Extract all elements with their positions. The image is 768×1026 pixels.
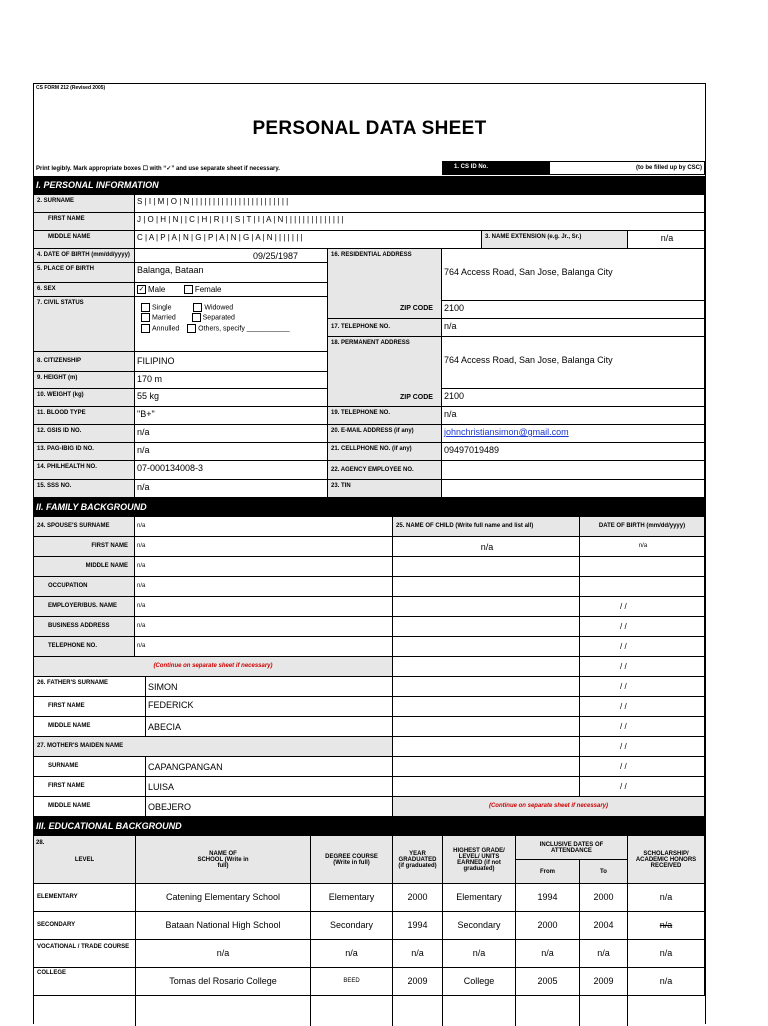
edu-highest-field[interactable]: n/a [443, 940, 516, 968]
married-checkbox[interactable] [141, 313, 150, 322]
edu-degree-field[interactable]: Secondary [311, 912, 393, 940]
child-name-field[interactable] [393, 617, 580, 637]
single-label: Single [152, 304, 172, 312]
cellphone-label: 21. CELLPHONE NO. (if any) [328, 443, 442, 461]
res-zip-label: ZIP CODE [400, 305, 433, 312]
mother-surname-field[interactable]: CAPANGPANGAN [146, 757, 393, 777]
business-address-label: BUSINESS ADDRESS [34, 617, 135, 637]
philhealth-field[interactable]: 07-000134008-3 [135, 461, 328, 480]
edu-degree-field[interactable] [311, 996, 393, 1026]
child-dob-label: DATE OF BIRTH (mm/dd/yyyy) [580, 517, 705, 537]
edu-school-field[interactable] [136, 996, 311, 1026]
edu-level-vocational: VOCATIONAL / TRADE COURSE [34, 940, 136, 968]
child-name-field[interactable] [393, 697, 580, 717]
child-name-field[interactable] [393, 757, 580, 777]
mother-maiden-label: 27. MOTHER'S MAIDEN NAME [34, 737, 393, 757]
edu-to-field[interactable] [580, 996, 628, 1026]
sss-field[interactable]: n/a [135, 480, 328, 498]
edu-degree-field[interactable]: n/a [311, 940, 393, 968]
child-name-field[interactable]: n/a [393, 537, 580, 557]
father-middle-field[interactable]: ABECIA [146, 717, 393, 737]
degree-header: DEGREE COURSE (Write in full) [311, 836, 393, 884]
pagibig-label: 13. PAG-IBIG ID NO. [34, 443, 135, 461]
single-checkbox[interactable] [141, 303, 150, 312]
edu-school-field[interactable]: Tomas del Rosario College [136, 968, 311, 996]
dates-header: INCLUSIVE DATES OF ATTENDANCE [516, 836, 628, 860]
edu-year-field[interactable]: 2009 [393, 968, 443, 996]
tel17-field[interactable]: n/a [442, 319, 705, 337]
sex-field[interactable] [135, 283, 328, 297]
agency-no-field[interactable] [442, 461, 705, 480]
child-dob-field[interactable] [580, 577, 705, 597]
edu-to-field[interactable]: 2009 [580, 968, 628, 996]
edu-to-field[interactable]: 2000 [580, 884, 628, 912]
perm-address-field[interactable]: 764 Access Road, San Jose, Balanga City [442, 337, 705, 389]
child-name-field[interactable] [393, 597, 580, 617]
edu-school-field[interactable]: n/a [136, 940, 311, 968]
mother-first-field[interactable]: LUISA [146, 777, 393, 797]
firstname-label: FIRST NAME [34, 213, 135, 231]
blood-type-field[interactable]: "B+" [135, 407, 328, 425]
annulled-checkbox[interactable] [141, 324, 150, 333]
father-first-label: FIRST NAME [34, 697, 146, 717]
spouse-middle-label: MIDDLE NAME [34, 557, 135, 577]
spouse-surname-field[interactable]: n/a [135, 517, 393, 537]
level-header-text: LEVEL [74, 856, 95, 863]
child-dob-field[interactable]: / / [580, 697, 705, 717]
dob-field[interactable]: 09/25/1987 [135, 249, 328, 263]
child-name-field[interactable] [393, 777, 580, 797]
edu-from-field[interactable]: 1994 [516, 884, 580, 912]
edu-highest-field[interactable]: Elementary [443, 884, 516, 912]
male-label: Male [148, 285, 166, 294]
agency-no-label: 22. AGENCY EMPLOYEE NO. [328, 461, 442, 480]
level-number: 28. [36, 840, 45, 846]
employer-label: EMPLOYER/BUS. NAME [34, 597, 135, 617]
weight-label: 10. WEIGHT (kg) [34, 389, 135, 407]
occupation-field[interactable]: n/a [135, 577, 393, 597]
widowed-checkbox[interactable] [193, 303, 202, 312]
extension-field[interactable]: n/a [628, 231, 705, 249]
middlename-field[interactable]: C | A | P | A | N | G | P | A | N | G | A | N | | | | | | | [135, 231, 482, 249]
cellphone-field[interactable]: 09497019489 [442, 443, 705, 461]
edu-level-elementary: ELEMENTARY [34, 884, 136, 912]
father-first-field[interactable]: FEDERICK [146, 697, 393, 717]
edu-from-field[interactable]: 2000 [516, 912, 580, 940]
children-continue-note: (Continue on separate sheet if necessary) [393, 797, 705, 817]
child-dob-field[interactable]: / / [580, 717, 705, 737]
height-field[interactable]: 170 m [135, 372, 328, 389]
honors-header: SCHOLARSHIP/ ACADEMIC HONORS RECEIVED [628, 836, 705, 884]
citizenship-field[interactable]: FILIPINO [135, 352, 328, 372]
section-education-header: III. EDUCATIONAL BACKGROUND [34, 817, 705, 836]
res-address-field[interactable]: 764 Access Road, San Jose, Balanga City [442, 249, 705, 301]
edu-year-field[interactable]: n/a [393, 940, 443, 968]
blood-type-label: 11. BLOOD TYPE [34, 407, 135, 425]
edu-to-field[interactable]: 2004 [580, 912, 628, 940]
highest-grade-header: HIGHEST GRADE/ LEVEL/ UNITS EARNED (if not graduated) [443, 836, 516, 884]
edu-degree-field[interactable]: BEED [311, 968, 393, 996]
child-dob-field[interactable]: / / [580, 677, 705, 697]
edu-level-secondary: SECONDARY [34, 912, 136, 940]
edu-year-field[interactable]: 2000 [393, 884, 443, 912]
gsis-label: 12. GSIS ID NO. [34, 425, 135, 443]
perm-zip-field[interactable]: 2100 [442, 389, 705, 407]
edu-year-field[interactable] [393, 996, 443, 1026]
cs-id-label: 1. CS ID No. [442, 161, 549, 175]
edu-degree-field[interactable]: Elementary [311, 884, 393, 912]
weight-field[interactable]: 55 kg [135, 389, 328, 407]
male-checkbox[interactable]: ✓ [138, 286, 145, 294]
child-dob-field[interactable] [580, 557, 705, 577]
edu-from-field[interactable] [516, 996, 580, 1026]
edu-school-field[interactable]: Bataan National High School [136, 912, 311, 940]
business-address-field[interactable]: n/a [135, 617, 393, 637]
separated-label: Separated [202, 314, 235, 322]
edu-honors-field[interactable]: n/a [628, 940, 705, 968]
widowed-label: Widowed [204, 304, 234, 312]
separated-checkbox[interactable] [192, 313, 201, 322]
pds-form [33, 83, 706, 1024]
child-name-field[interactable] [393, 737, 580, 757]
edu-highest-field[interactable] [443, 996, 516, 1026]
pob-field[interactable]: Balanga, Bataan [135, 263, 328, 283]
spouse-middle-field[interactable]: n/a [135, 557, 393, 577]
instructions: Print legibly. Mark appropriate boxes ☐ with “✓” and use separate sheet if necessary. [36, 166, 280, 172]
married-label: Married [152, 314, 176, 322]
email-link[interactable]: johnchristiansimon@gmail.com [444, 427, 569, 437]
spouse-surname-label: 24. SPOUSE'S SURNAME [34, 517, 135, 537]
section-family-header: II. FAMILY BACKGROUND [34, 498, 705, 517]
res-address-label: 16. RESIDENTIAL ADDRESS [328, 249, 442, 319]
level-header [34, 836, 136, 884]
civil-status-label: 7. CIVIL STATUS [34, 297, 135, 352]
others-checkbox[interactable] [187, 324, 196, 333]
civil-status-field[interactable] [135, 297, 328, 352]
occupation-label: OCCUPATION [34, 577, 135, 597]
spouse-continue-note: (Continue on separate sheet if necessary) [34, 657, 393, 677]
spouse-first-field[interactable]: n/a [135, 537, 393, 557]
edu-school-field[interactable]: Catening Elementary School [136, 884, 311, 912]
others-label: Others, specify ___________ [198, 325, 290, 333]
form-code: CS FORM 212 (Revised 2005) [36, 85, 106, 91]
surname-label: 2. SURNAME [34, 195, 135, 213]
child-dob-field[interactable]: / / [580, 777, 705, 797]
perm-zip-label: ZIP CODE [400, 394, 433, 401]
children-label: 25. NAME OF CHILD (Write full name and list all) [393, 517, 580, 537]
section-personal-header: I. PERSONAL INFORMATION [34, 176, 705, 195]
cs-id-field[interactable]: (to be filled up by CSC) [549, 161, 705, 175]
child-dob-field[interactable]: / / [580, 737, 705, 757]
page-title: PERSONAL DATA SHEET [252, 118, 487, 139]
female-label: Female [194, 285, 222, 294]
pob-label: 5. PLACE OF BIRTH [34, 263, 135, 283]
email-field[interactable] [442, 425, 705, 443]
gsis-field[interactable]: n/a [135, 425, 328, 443]
child-dob-field[interactable]: / / [580, 597, 705, 617]
child-name-field[interactable] [393, 557, 580, 577]
mother-surname-label: SURNAME [34, 757, 146, 777]
dob-label: 4. DATE OF BIRTH (mm/dd/yyyy) [34, 249, 135, 263]
spouse-first-label: FIRST NAME [34, 537, 135, 557]
child-name-field[interactable] [393, 717, 580, 737]
mother-middle-field[interactable]: OBEJERO [146, 797, 393, 817]
edu-honors-field[interactable]: n/a [628, 912, 705, 940]
year-header: YEAR GRADUATED (if graduated) [393, 836, 443, 884]
philhealth-label: 14. PHILHEALTH NO. [34, 461, 135, 480]
tel19-label: 19. TELEPHONE NO. [328, 407, 442, 425]
edu-highest-field[interactable]: College [443, 968, 516, 996]
perm-address-label: 18. PERMANENT ADDRESS [328, 337, 442, 407]
edu-honors-field[interactable]: n/a [628, 968, 705, 996]
mother-middle-label: MIDDLE NAME [34, 797, 146, 817]
sex-label: 6. SEX [34, 283, 135, 297]
spouse-telephone-field[interactable]: n/a [135, 637, 393, 657]
edu-honors-field[interactable] [628, 996, 705, 1026]
surname-field[interactable]: S | I | M | O | N | | | | | | | | | | | | | | | | | | | | | | | [135, 195, 705, 213]
firstname-field[interactable]: J | O | H | N | | C | H | R | I | S | T | I | A | N | | | | | | | | | | | | | | [135, 213, 705, 231]
from-header: From [516, 860, 580, 884]
to-header: To [580, 860, 628, 884]
father-surname-field[interactable]: SIMON [146, 677, 393, 697]
extension-label: 3. NAME EXTENSION (e.g. Jr., Sr.) [482, 231, 628, 249]
child-name-field[interactable] [393, 677, 580, 697]
father-middle-label: MIDDLE NAME [34, 717, 146, 737]
edu-year-field[interactable]: 1994 [393, 912, 443, 940]
child-name-field[interactable] [393, 657, 580, 677]
edu-level-empty [34, 996, 136, 1026]
mother-first-label: FIRST NAME [34, 777, 146, 797]
child-name-field[interactable] [393, 637, 580, 657]
res-zip-field[interactable]: 2100 [442, 301, 705, 319]
female-checkbox[interactable] [184, 285, 193, 294]
child-dob-field[interactable]: / / [580, 757, 705, 777]
tel19-field[interactable]: n/a [442, 407, 705, 425]
edu-level-college: COLLEGE [34, 968, 136, 996]
school-header: NAME OF SCHOOL (Write in full) [136, 836, 311, 884]
sss-label: 15. SSS NO. [34, 480, 135, 498]
email-label: 20. E-MAIL ADDRESS (if any) [328, 425, 442, 443]
edu-from-field[interactable]: n/a [516, 940, 580, 968]
spouse-telephone-label: TELEPHONE NO. [34, 637, 135, 657]
child-name-field[interactable] [393, 577, 580, 597]
edu-to-field[interactable]: n/a [580, 940, 628, 968]
child-dob-field[interactable]: n/a [580, 537, 705, 557]
father-surname-label: 26. FATHER'S SURNAME [34, 677, 146, 697]
child-dob-field[interactable]: / / [580, 637, 705, 657]
child-dob-field[interactable]: / / [580, 617, 705, 637]
citizenship-label: 8. CITIZENSHIP [34, 352, 135, 372]
edu-highest-field[interactable]: Secondary [443, 912, 516, 940]
annulled-label: Annulled [152, 325, 180, 333]
tel17-label: 17. TELEPHONE NO. [328, 319, 442, 337]
middlename-label: MIDDLE NAME [34, 231, 135, 249]
employer-field[interactable]: n/a [135, 597, 393, 617]
tin-field[interactable] [442, 480, 705, 498]
pagibig-field[interactable]: n/a [135, 443, 328, 461]
edu-from-field[interactable]: 2005 [516, 968, 580, 996]
height-label: 9. HEIGHT (m) [34, 372, 135, 389]
child-dob-field[interactable]: / / [580, 657, 705, 677]
edu-honors-field[interactable]: n/a [628, 884, 705, 912]
tin-label: 23. TIN [328, 480, 442, 498]
